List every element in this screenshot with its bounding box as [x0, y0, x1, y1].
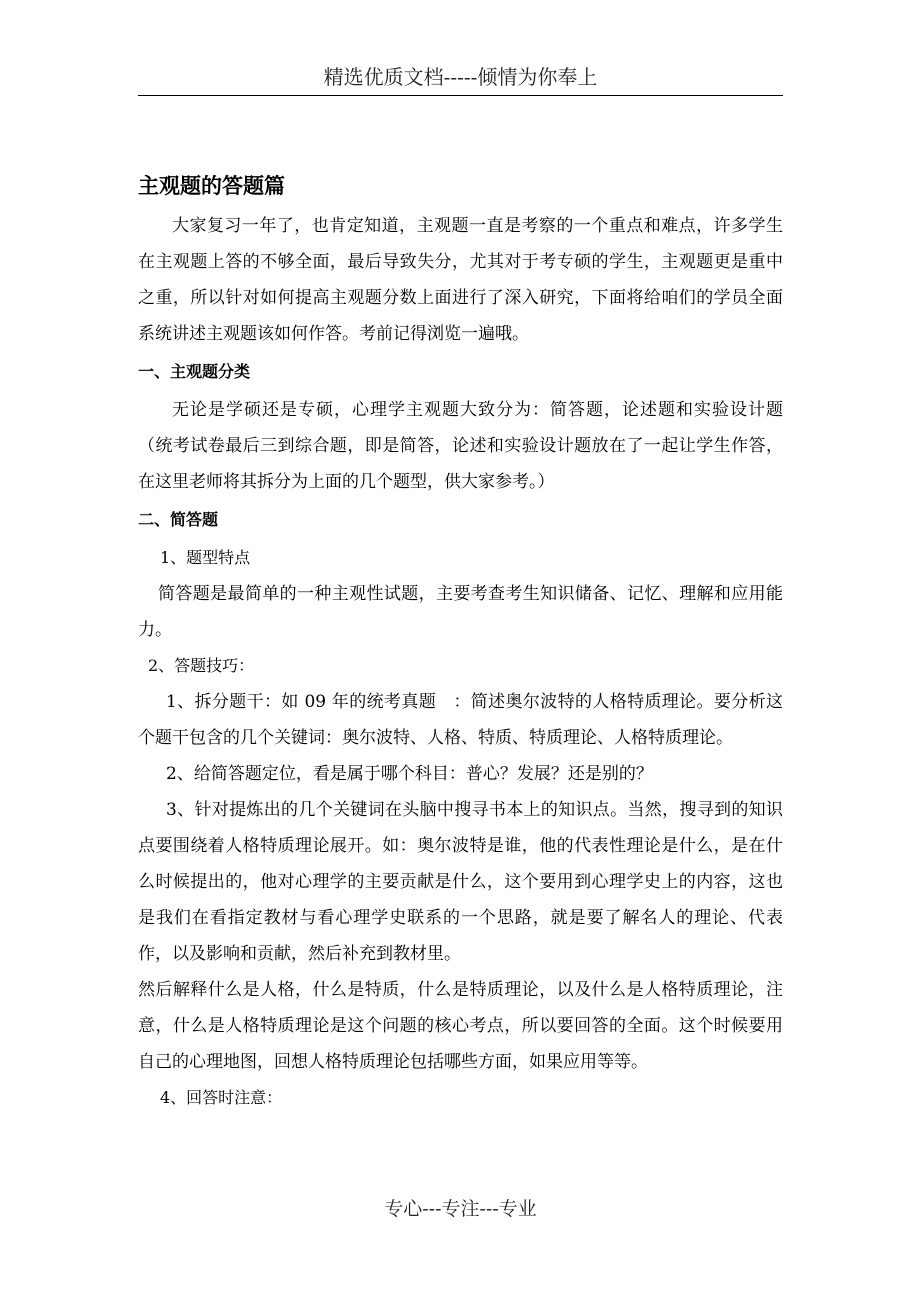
page-header: 精选优质文档-----倾情为你奉上 [323, 65, 598, 89]
section-heading-classification: 一、主观题分类 [138, 362, 251, 381]
subheading-question-features: 1、题型特点 [160, 548, 251, 567]
intro-paragraph: 大家复习一年了，也肯定知道，主观题一直是考察的一个重点和难点，许多学生在主观题上答的不够全面，最后导致失分，尤其对于考专硕的学生，主观题更是重中之重，所以针对如何提高主观题分数上面进行了深入研究，下面将给咱们的学员全面系统讲述主观题该如何作答。考前记得浏览一遍哦。 [138, 216, 783, 344]
tip-search-knowledge-continued: 然后解释什么是人格，什么是特质，什么是特质理论，以及什么是人格特质理论，注意，什么是人格特质理论是这个问题的核心考点，所以要回答的全面。这个时候要用自己的心理地图，回想人格特质理论包括哪些方面，如果应用等等。 [138, 980, 783, 1072]
document-title: 主观题的答题篇 [138, 174, 285, 198]
tip-locate-subject: 2、给简答题定位，看是属于哪个科目：普心？发展？还是别的？ [166, 764, 653, 784]
tip-split-question: 1、拆分题干：如 09 年的统考真题 ：简述奥尔波特的人格特质理论。要分析这个题干包含的几个关键词：奥尔波特、人格、特质、特质理论、人格特质理论。 [138, 692, 783, 748]
tip-answer-notes: 4、回答时注意： [160, 1088, 283, 1107]
section-heading-short-answer: 二、简答题 [138, 510, 219, 529]
subheading-answer-tips: 2、答题技巧： [148, 656, 255, 675]
page-footer: 专心---专注---专业 [384, 1198, 537, 1220]
classification-paragraph: 无论是学硕还是专硕，心理学主观题大致分为：简答题，论述题和实验设计题（统考试卷最后三到综合题，即是简答，论述和实验设计题放在了一起让学生作答，在这里老师将其拆分为上面的几个题型，供大家参考。） [138, 400, 783, 492]
question-features-paragraph: 简答题是最简单的一种主观性试题，主要考查考生知识储备、记忆、理解和应用能力。 [138, 584, 783, 640]
header-divider [138, 95, 783, 96]
tip-search-knowledge: 3、针对提炼出的几个关键词在头脑中搜寻书本上的知识点。当然，搜寻到的知识点要围绕着人格特质理论展开。如：奥尔波特是谁，他的代表性理论是什么，是在什么时候提出的，他对心理学的主要贡献是什么，这个要用到心理学史上的内容，这也是我们在看指定教材与看心理学史联系的一个思路，就是要了解名人的理论、代表作，以及影响和贡献，然后补充到教材里。 [138, 800, 783, 964]
document-body [138, 168, 783, 1116]
